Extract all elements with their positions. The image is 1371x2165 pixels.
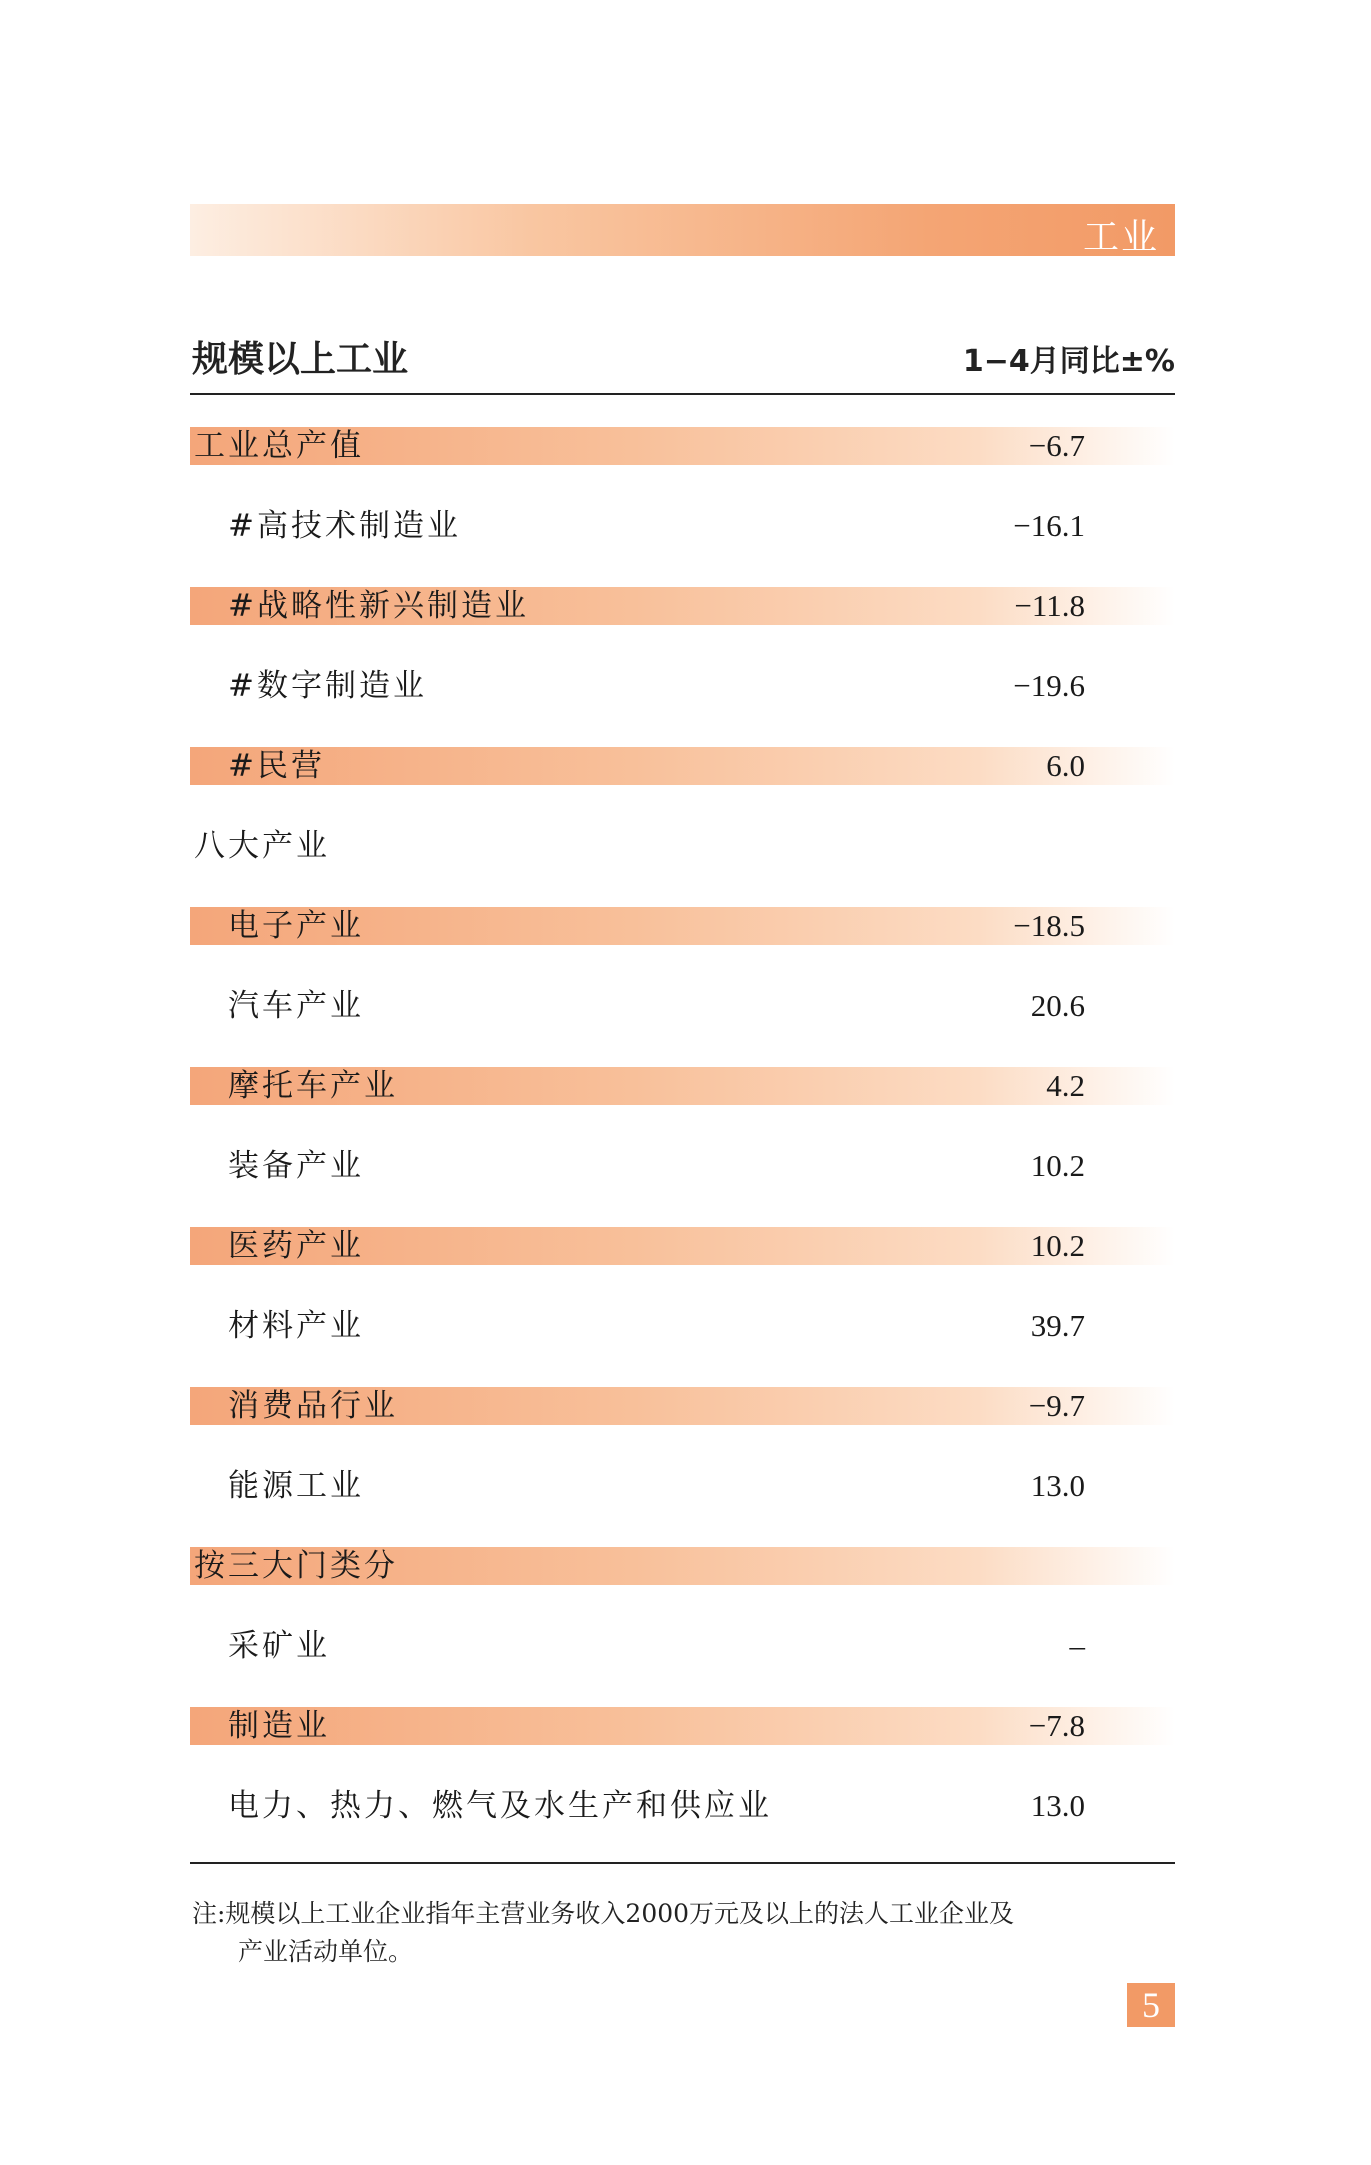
table-row [190, 985, 1175, 1065]
row-value: 10.2 [1030, 1148, 1085, 1183]
row-value: −16.1 [1013, 508, 1085, 543]
row-label: 医药产业 [228, 1228, 364, 1264]
table-row [190, 505, 1175, 585]
page-number: 5 [1127, 1983, 1175, 2027]
footnote [192, 1895, 1182, 1971]
row-highlight-band [190, 747, 1175, 785]
row-value: 13.0 [1030, 1788, 1085, 1823]
section-header-bar [190, 204, 1175, 256]
unit-label: 1−4月同比±% [962, 344, 1175, 379]
row-value: −6.7 [1028, 428, 1085, 463]
row-value: 39.7 [1030, 1308, 1085, 1343]
row-value: −11.8 [1014, 588, 1085, 623]
table-row [190, 1065, 1175, 1145]
row-label: 电子产业 [228, 908, 364, 944]
table-row [190, 1785, 1175, 1865]
row-value: −18.5 [1013, 908, 1085, 943]
row-highlight-band [190, 1707, 1175, 1745]
table-row [190, 665, 1175, 745]
table-row [190, 1385, 1175, 1465]
row-value: 20.6 [1030, 988, 1085, 1023]
row-label: #民营 [228, 748, 325, 784]
section-tab-label: 工业 [1082, 217, 1159, 258]
row-label: 制造业 [228, 1708, 330, 1744]
footnote-line-1: 注:规模以上工业企业指年主营业务收入2000万元及以上的法人工业企业及 [192, 1899, 1015, 1928]
stats-table [190, 425, 1175, 1865]
table-row [190, 1225, 1175, 1305]
row-label: 八大产业 [194, 828, 330, 864]
row-value: 4.2 [1046, 1068, 1085, 1103]
bottom-rule [190, 1862, 1175, 1864]
row-label: 消费品行业 [228, 1388, 398, 1424]
table-row [190, 745, 1175, 825]
row-label: 摩托车产业 [228, 1068, 398, 1104]
table-row [190, 425, 1175, 505]
table-row [190, 1625, 1175, 1705]
row-label: 电力、热力、燃气及水生产和供应业 [228, 1788, 772, 1824]
page-title: 规模以上工业 [192, 339, 409, 380]
row-value: – [1069, 1628, 1085, 1663]
row-label: #高技术制造业 [228, 508, 461, 544]
row-label: #战略性新兴制造业 [228, 588, 529, 624]
row-value: −19.6 [1013, 668, 1085, 703]
row-label: 能源工业 [228, 1468, 364, 1504]
table-row [190, 1465, 1175, 1545]
table-row [190, 585, 1175, 665]
row-value: 10.2 [1030, 1228, 1085, 1263]
row-value: 13.0 [1030, 1468, 1085, 1503]
row-label: 材料产业 [228, 1308, 364, 1344]
footnote-line-2: 产业活动单位。 [238, 1937, 414, 1966]
row-label: #数字制造业 [228, 668, 427, 704]
row-label: 按三大门类分 [194, 1548, 398, 1584]
table-row [190, 1545, 1175, 1625]
table-row [190, 1305, 1175, 1385]
row-label: 汽车产业 [228, 988, 364, 1024]
table-row [190, 1145, 1175, 1225]
table-row [190, 1705, 1175, 1785]
row-label: 装备产业 [228, 1148, 364, 1184]
table-row [190, 905, 1175, 985]
row-value: −9.7 [1028, 1388, 1085, 1423]
row-value: 6.0 [1046, 748, 1085, 783]
row-label: 工业总产值 [194, 428, 364, 464]
row-label: 采矿业 [228, 1628, 330, 1664]
table-row [190, 825, 1175, 905]
top-rule [190, 393, 1175, 395]
row-value: −7.8 [1028, 1708, 1085, 1743]
